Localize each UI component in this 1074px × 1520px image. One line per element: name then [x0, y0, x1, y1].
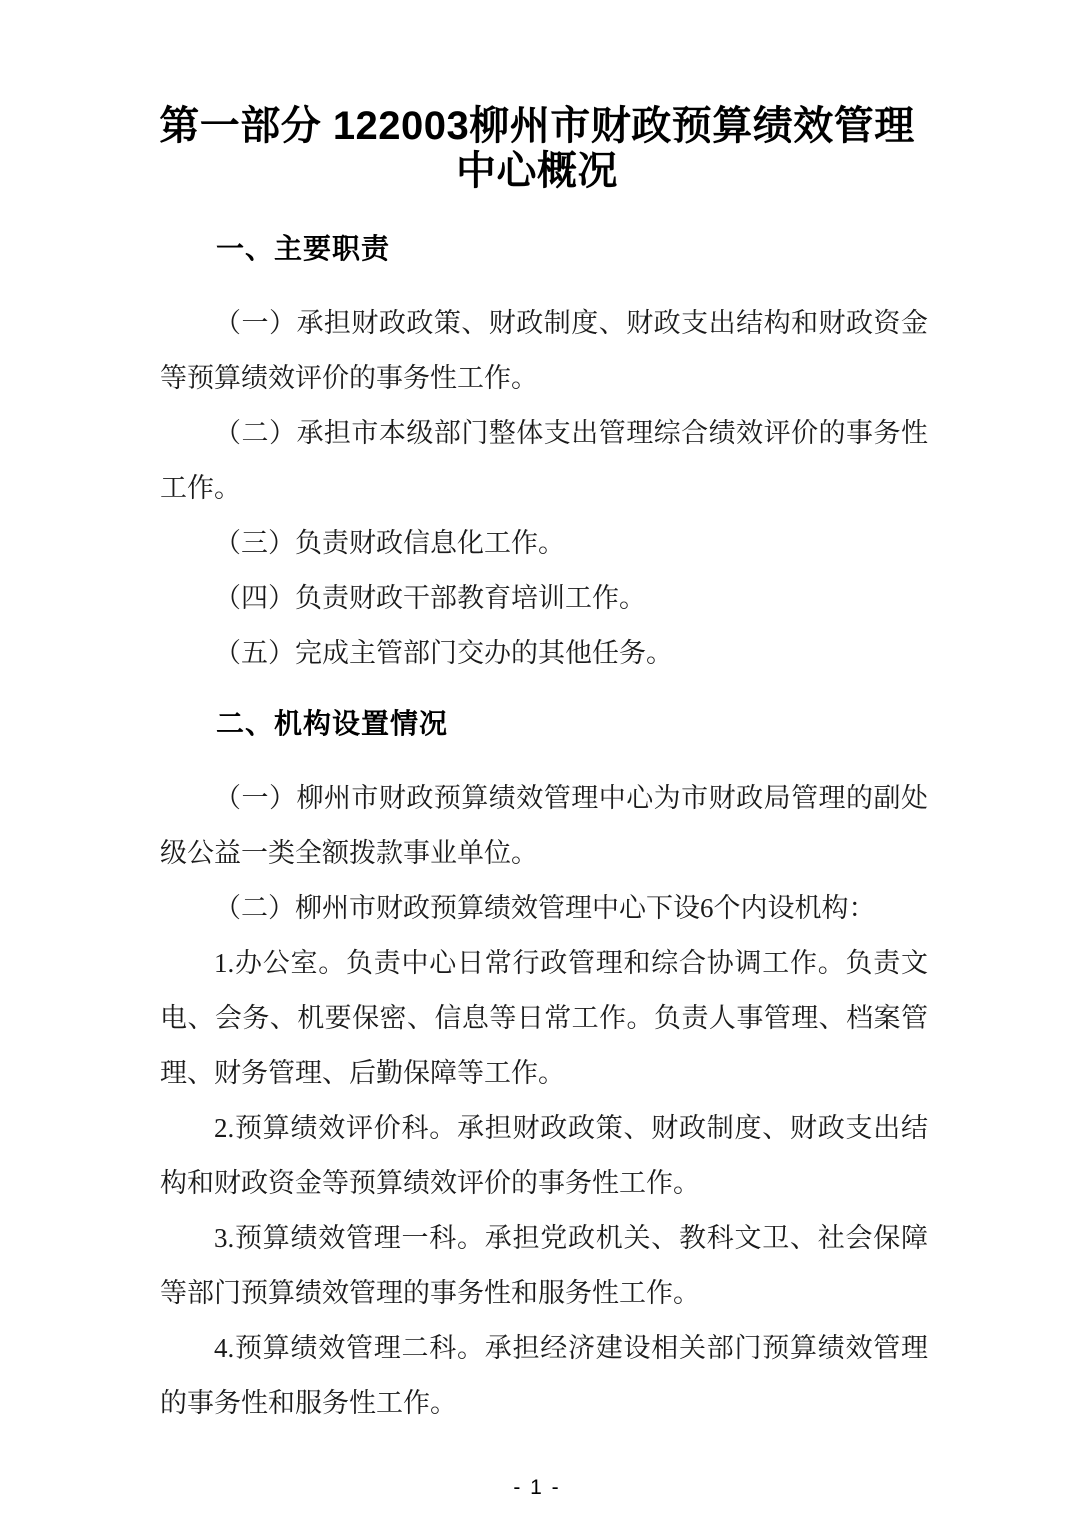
section-1-paragraph-4: （四）负责财政干部教育培训工作。	[214, 583, 646, 613]
section-2-paragraph-1: （一）柳州市财政预算绩效管理中心为市财政局管理的副处级公益一类全额拨款事业单位。	[160, 783, 928, 868]
section-1-paragraph-5: （五）完成主管部门交办的其他任务。	[214, 638, 673, 668]
section-2-paragraph-4: 2.预算绩效评价科。承担财政政策、财政制度、财政支出结构和财政资金等预算绩效评价的事务性工作。	[160, 1113, 928, 1198]
document-title-line-2: 中心概况	[456, 149, 618, 193]
section-1-heading: 一、主要职责	[216, 233, 391, 264]
section-2-paragraph-6: 4.预算绩效管理二科。承担经济建设相关部门预算绩效管理的事务性和服务性工作。	[160, 1333, 928, 1418]
section-1-paragraph-2: （二）承担市本级部门整体支出管理综合绩效评价的事务性工作。	[160, 418, 928, 503]
document-title-line-1: 第一部分 122003柳州市财政预算绩效管理	[159, 104, 915, 148]
page-number: - 1 -	[513, 1476, 561, 1499]
document-title	[80, 104, 994, 194]
section-1-paragraph-1: （一）承担财政政策、财政制度、财政支出结构和财政资金等预算绩效评价的事务性工作。	[160, 308, 928, 393]
section-1-paragraph-3: （三）负责财政信息化工作。	[214, 528, 565, 558]
section-2-heading: 二、机构设置情况	[216, 708, 449, 739]
section-2-paragraph-3: 1.办公室。负责中心日常行政管理和综合协调工作。负责文电、会务、机要保密、信息等日常工作。负责人事管理、档案管理、财务管理、后勤保障等工作。	[160, 948, 928, 1088]
section-2-paragraph-5: 3.预算绩效管理一科。承担党政机关、教科文卫、社会保障等部门预算绩效管理的事务性和服务性工作。	[160, 1223, 928, 1308]
section-2-paragraph-2: （二）柳州市财政预算绩效管理中心下设6个内设机构：	[214, 893, 876, 923]
